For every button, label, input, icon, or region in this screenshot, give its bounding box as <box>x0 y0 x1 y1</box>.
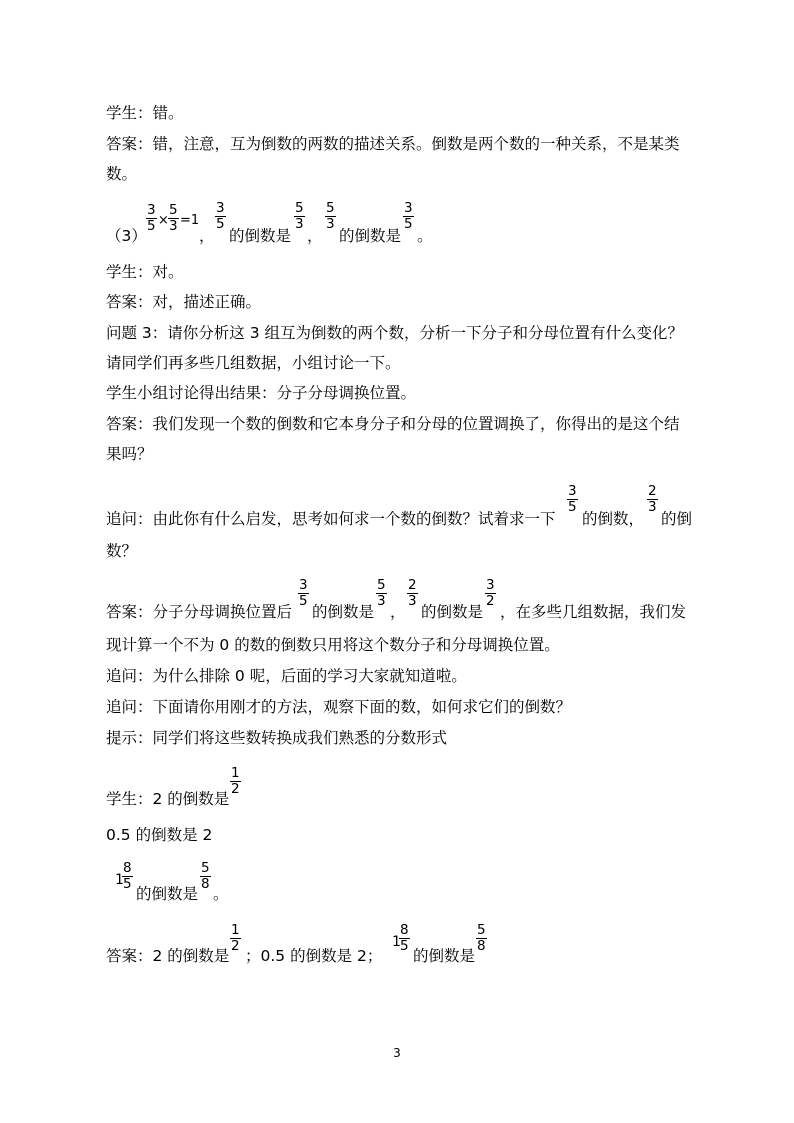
line-followup-cont: 数？ <box>106 542 138 560</box>
fraction: $\frac{3}{2}$ <box>486 577 495 609</box>
line-hint: 提示：同学们将这些数转换成我们熟悉的分数形式 <box>106 729 448 747</box>
item-3-prefix: （3） <box>106 227 147 245</box>
line-half-reciprocal: 0.5 的倒数是 2 <box>106 826 213 844</box>
fraction: $\frac{5}{8}$ <box>477 922 486 954</box>
fraction: $\frac{5}{8}$ <box>201 860 210 892</box>
fraction: $\frac{2}{3}$ <box>408 577 417 609</box>
line-answer-right: 答案：对，描述正确。 <box>106 293 262 311</box>
line-question-3: 问题 3：请你分析这 3 组互为倒数的两个数，分析一下分子和分母位置有什么变化？ <box>106 324 684 342</box>
line-question-3-cont: 请同学们再多些几组数据，小组讨论一下。 <box>106 354 401 372</box>
fraction: $\frac{1}{2}$ <box>231 765 240 797</box>
fraction: $\frac{5}{3}$ <box>295 200 304 232</box>
line-answer-swapped-cont: 现计算一个不为 0 的数的倒数只用将这个数分子和分母调换位置。 <box>106 636 560 654</box>
line-group-result: 学生小组讨论得出结果：分子分母调换位置。 <box>106 384 417 402</box>
line-followup-zero: 追问：为什么排除 0 呢，后面的学习大家就知道啦。 <box>106 667 467 685</box>
fraction: $\frac{5}{3}$ <box>169 202 178 234</box>
fraction: $\frac{2}{3}$ <box>648 483 657 515</box>
fraction: $\frac{5}{3}$ <box>326 200 335 232</box>
fraction: $\frac{8}{5}$ <box>400 922 409 954</box>
line-answer-wrong-cont: 数。 <box>106 165 138 183</box>
line-answer-wrong: 答案：错，注意，互为倒数的两数的描述关系。倒数是两个数的一种关系，不是某类 <box>106 135 680 153</box>
line-answer-swap: 答案：我们发现一个数的倒数和它本身分子和分母的位置调换了，你得出的是这个结 <box>106 415 680 433</box>
fraction: $\frac{3}{5}$ <box>568 483 577 515</box>
fraction: $\frac{3}{5}$ <box>404 200 413 232</box>
line-followup-method: 追问：下面请你用刚才的方法，观察下面的数，如何求它们的倒数？ <box>106 698 572 716</box>
fraction: $\frac{5}{3}$ <box>377 577 386 609</box>
line-student-wrong: 学生：错。 <box>106 104 184 122</box>
line-student-right: 学生：对。 <box>106 263 184 281</box>
fraction: $\frac{1}{2}$ <box>231 922 240 954</box>
page-number: 3 <box>393 1046 401 1060</box>
equals-one: =1 <box>180 213 200 228</box>
fraction: $\frac{3}{5}$ <box>299 577 308 609</box>
line-answer-swap-cont: 果吗？ <box>106 445 153 463</box>
fraction: $\frac{3}{5}$ <box>216 200 225 232</box>
times-sign: × <box>158 213 169 228</box>
fraction: $\frac{8}{5}$ <box>123 860 132 892</box>
fraction: $\frac{3}{5}$ <box>147 202 156 234</box>
document-page: 学生：错。 答案：错，注意，互为倒数的两数的描述关系。倒数是两个数的一种关系，不是某类 数。 （3） $\frac{3}{5}$ × $\frac{5}{3}$ =1 ， $\frac{3}{5}$ 的倒数是 $\frac{5}{3}$ ， $\frac{5}{3}$ 的倒数是 $\frac{3}{5}$ 。 学生：对。 答案：对，描述正确。 问题 3：请你分析这 3 组互为倒数的两个数，分析一下分子和分母位置有什么变化？ 请同学们再多些几组数据，小组讨论一下。 学生小组讨论得出结果：分子分母调换位置。 答案：我们发现一个数的倒数和它本身分子和分母的位置调换了，你得出的是这个结 果吗？ 追问：由此你有什么启发，思考如何求一个数的倒数？试着求一下 $\frac{3}{5}$ 的倒数， $\frac{2}{3}$ 的倒 数？ 答案：分子分母调换位置后 $\frac{3}{5}$ 的倒数是 $\frac{5}{3}$ ， $\frac{2}{3}$ 的倒数是 $\frac{3}{2}$ ，在多些几组数据，我们发 现计算一个不为 0 的数的倒数只用将这个数分子和分母调换位置。 追问：为什么排除 0 呢，后面的学习大家就知道啦。 追问：下面请你用刚才的方法，观察下面的数，如何求它们的倒数？ 提示：同学们将这些数转换成我们熟悉的分数形式 学生：2 的倒数是 $\frac{1}{2}$ 0.5 的倒数是 2 1 $\frac{8}{5}$ 的倒数是 $\frac{5}{8}$ 。 答案：2 的倒数是 $\frac{1}{2}$ ；0.5 的倒数是 2； 1 $\frac{8}{5}$ 的倒数是 $\frac{5}{8}$ 3 <box>0 0 794 1123</box>
